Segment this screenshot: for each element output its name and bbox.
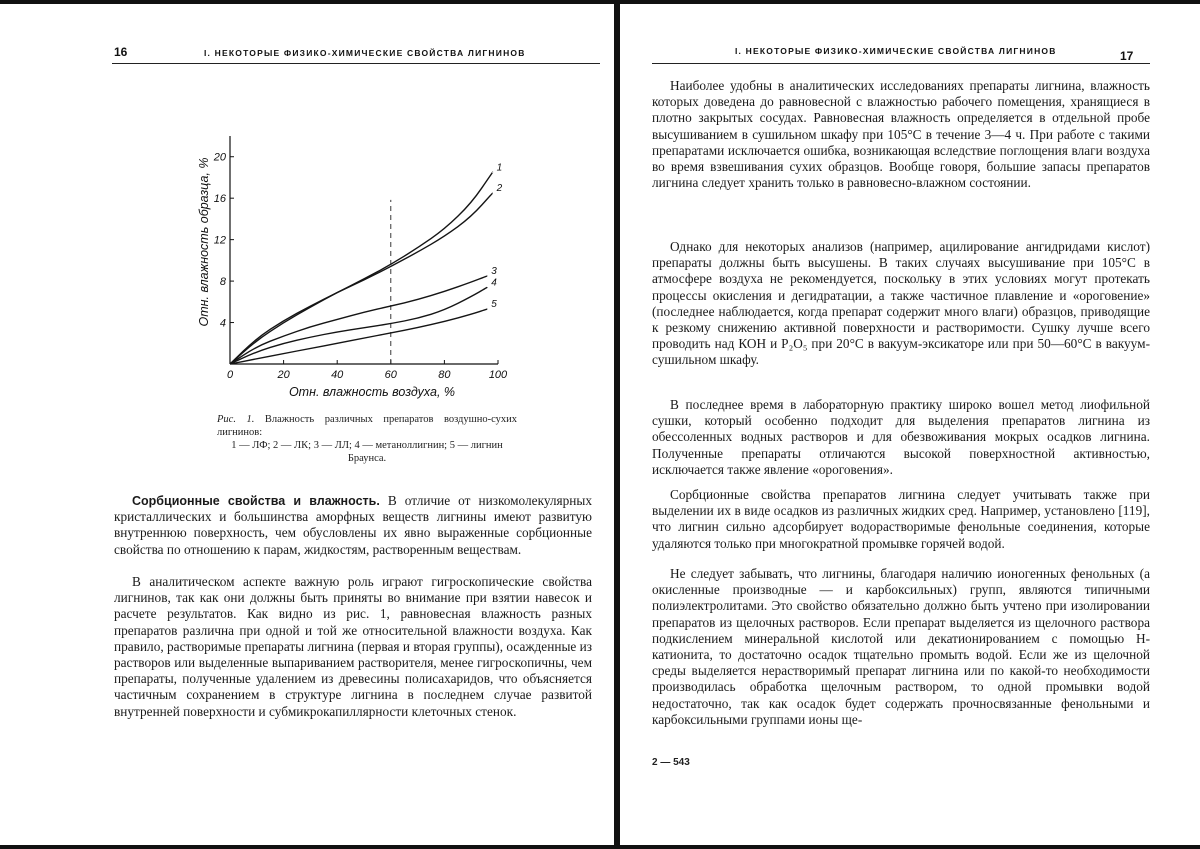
running-head-right: I. НЕКОТОРЫЕ ФИЗИКО-ХИМИЧЕСКИЕ СВОЙСТВА ЛИГНИНОВ bbox=[735, 46, 1057, 56]
header-rule-left bbox=[112, 63, 600, 64]
y-axis-title: Отн. влажность образца, % bbox=[197, 157, 211, 327]
paragraph-polyelectrolytes: Не следует забывать, что лигнины, благодаря наличию ионогенных фенольных (а окисленные производные — и карбоксильных) групп, являются типичными полиэлектролитами. Это свойство обязательно должно быть учтено при изолировании препаратов из щелочных растворов. Если препарат выделяется из щелочного раствора подкислением минеральной кислотой или декатионированием с помощью Н-катионита, то достаточно осадок тщательно промыть водой. Если же из щелочной среды выделяется нерастворимый препарат лигнина или по какой-то необходимости производилась обработка щелочным раствором, то одной промывки водой недостаточно, так как осадок будет содержать прочносвязанные фенольными и карбоксильными группами ионы ще- bbox=[652, 566, 1150, 727]
paragraph-sorption bbox=[114, 493, 592, 558]
x-tick-label: 20 bbox=[277, 369, 290, 381]
paragraph-sorption-text: В отличие от низкомолекулярных кристаллических и большинства аморфных веществ лигнины имеют развитую внутреннюю поверхность, чем обусловлены их явно выраженные сорбционные свойства по отношению к парам, жидкостям, растворенным веществам. bbox=[114, 493, 592, 557]
paragraph-analytical: В аналитическом аспекте важную роль играют гигроскопические свойства лигнинов, так как они должны быть приняты во внимание при взятии навесок и расчете результатов. Как видно из рис. 1, равновесная влажность разных препаратов различна при одной и той же относительной влажности воздуха. Как правило, растворимые препараты лигнина (первая и вторая группы), осажденные из растворов или выделенные выпариванием растворителя, менее гигроскопичны, чем препараты, полученные удалением из древесины полисахаридов, что объясняется частичным сохранением в структуре лигнина в последнем случае развитой внутренней поверхности и субмикрокапиллярности клеточных стенок. bbox=[114, 574, 592, 719]
figure-caption-line1: Влажность различных препаратов воздушно-сухих лигнинов: bbox=[217, 414, 517, 438]
x-tick-label: 0 bbox=[226, 369, 234, 381]
y-tick-label: 20 bbox=[213, 151, 226, 164]
x-tick-label: 100 bbox=[488, 369, 508, 381]
header-rule-right bbox=[652, 63, 1150, 64]
page-number-left: 16 bbox=[114, 45, 128, 59]
running-head-left: I. НЕКОТОРЫЕ ФИЗИКО-ХИМИЧЕСКИЕ СВОЙСТВА ЛИГНИНОВ bbox=[204, 48, 526, 58]
section-heading: Сорбционные свойства и влажность. bbox=[132, 494, 380, 508]
right-page bbox=[620, 0, 1200, 849]
page-number-right: 17 bbox=[1120, 49, 1134, 63]
paragraph-drying: Однако для некоторых анализов (например, ацилирование ангидридами кислот) препараты должны быть высушены. В таких случаях высушивание при 105°С в атмосфере воздуха не рекомендуется, поскольку в этих условиях могут протекать процессы окисления и дегидратации, а также частичное плавление и «ороговение» (последнее наблюдается, когда препарат содержит много влаги) образцов, приводящие к резкому снижению активной поверхности и растворимости. Сушку лучше всего проводить над КОН и P₂O₅ при 20°С в вакуум-эксикаторе или при 50—60°С в вакуум-сушильном шкафу. bbox=[652, 239, 1150, 368]
series-line-4 bbox=[230, 287, 487, 364]
series-label-2: 2 bbox=[496, 183, 503, 194]
y-tick-label: 12 bbox=[213, 234, 226, 247]
x-axis-title: Отн. влажность воздуха, % bbox=[288, 385, 456, 399]
figure-caption bbox=[217, 413, 517, 465]
paragraph-convenient: Наиболее удобны в аналитических исследованиях препараты лигнина, влажность которых доведена до равновесной с влажностью рабочего помещения, хранящиеся в плотно закрытых сосудах. Равновесная влажность определяется в отдельной пробе высушиванием в сушильном шкафу при 105°С в течение 3—4 ч. При работе с такими препаратами исключается ошибка, возникающая вследствие поглощения влаги воздуха во время взвешивания сухих образцов. Вообще говоря, большие запасы препаратов лигнина следует хранить только в равновесно-влажном состоянии. bbox=[652, 78, 1150, 191]
series-label-3: 3 bbox=[491, 265, 497, 277]
x-tick-label: 80 bbox=[438, 369, 451, 381]
x-tick-label: 40 bbox=[331, 369, 344, 381]
series-line-5 bbox=[230, 309, 487, 364]
printer-signature: 2 — 543 bbox=[652, 757, 690, 768]
humidity-chart bbox=[190, 78, 510, 398]
series-label-5: 5 bbox=[491, 299, 497, 311]
y-tick-label: 8 bbox=[219, 276, 226, 289]
y-tick-label: 16 bbox=[213, 193, 226, 206]
x-tick-label: 60 bbox=[384, 369, 397, 381]
series-line-1 bbox=[230, 172, 493, 364]
paragraph-lyophilic: В последнее время в лабораторную практику широко вошел метод лиофильной сушки, который особенно подходит для выделения препаратов лигнина из обессоленных водных растворов и для обезвоживания мокрых осадков лигнина. Полученные препараты отличаются высокой поверхностной активностью, исключается также явление «ороговения». bbox=[652, 397, 1150, 477]
series-label-1: 1 bbox=[496, 162, 503, 174]
series-label-4: 4 bbox=[491, 277, 497, 289]
figure-caption-prefix: Рис. 1. bbox=[217, 414, 255, 425]
paragraph-sorption-isolation: Сорбционные свойства препаратов лигнина следует учитывать также при выделении их в виде осадков из различных жидких сред. Например, установлено [119], что лигнин сильно адсорбирует водорастворимые фенольные соединения, которые удаляются только при многократной промывке горячей водой. bbox=[652, 487, 1150, 551]
figure-caption-line2: 1 — ЛФ; 2 — ЛК; 3 — ЛЛ; 4 — метаноллигнин; 5 — лигнин Браунса. bbox=[231, 440, 503, 464]
y-tick-label: 4 bbox=[219, 317, 226, 330]
